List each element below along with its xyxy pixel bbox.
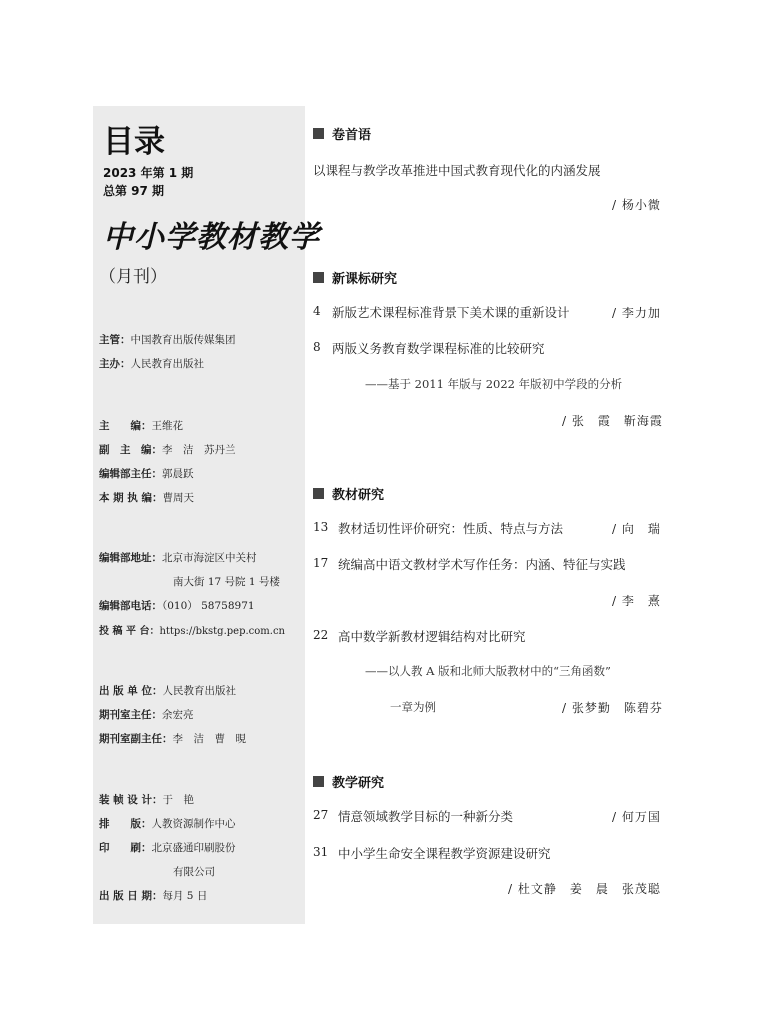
address-label: 编辑部地址： [99, 552, 162, 564]
article-author: / 杜文静 姜 晨 张茂聪 [508, 882, 661, 896]
date-value: 每月 5 日 [162, 890, 208, 902]
article-title[interactable]: 教材适切性评价研究：性质、特点与方法 [338, 521, 564, 536]
article-page-number: 8 [313, 340, 321, 354]
phone-row [99, 598, 255, 613]
article-title[interactable]: 统编高中语文教材学术写作任务：内涵、特征与实践 [338, 557, 626, 572]
article-author: / 何万国 [612, 810, 661, 824]
deputy-editor-label: 副 主 编： [99, 444, 162, 456]
section-square-icon [313, 776, 324, 787]
office-director-value: 余宏亮 [162, 709, 194, 721]
section-heading [313, 484, 384, 503]
section-square-icon [313, 272, 324, 283]
submit-value: https://bkstg.pep.com.cn [159, 626, 285, 637]
layout-value: 人教资源制作中心 [151, 818, 236, 830]
host-value: 人民教育出版社 [130, 358, 204, 370]
deputy-editor-value: 李 洁 苏丹兰 [162, 444, 236, 456]
article-page-number: 31 [313, 845, 329, 859]
section-heading-label: 新课标研究 [332, 272, 398, 287]
article-title[interactable]: 两版义务教育数学课程标准的比较研究 [332, 341, 545, 356]
layout-label: 排 版： [99, 818, 152, 830]
section-heading-label: 教材研究 [332, 488, 385, 503]
print-line1: 北京盛通印刷股份 [151, 842, 236, 854]
section-heading [313, 268, 397, 287]
section-square-icon [313, 488, 324, 499]
article-subtitle-continued: 一章为例 [390, 700, 436, 714]
article-title[interactable]: 情意领域教学目标的一种新分类 [338, 809, 514, 824]
article-author: / 李力加 [612, 306, 661, 320]
submit-row [99, 622, 285, 637]
host-label: 主办： [99, 358, 131, 370]
section-heading-label: 教学研究 [332, 776, 385, 791]
article-author: / 张 霞 靳海霞 [562, 414, 663, 428]
submit-label: 投 稿 平 台： [99, 626, 160, 637]
design-label: 装 帧 设 计： [99, 794, 163, 806]
host-row [99, 356, 204, 371]
exec-editor-row [99, 490, 194, 505]
section-heading [313, 772, 384, 791]
section-heading [313, 124, 371, 143]
deputy-editor-row [99, 442, 236, 457]
phone-label: 编辑部电话： [99, 600, 162, 612]
publisher-row [99, 683, 236, 698]
office-deputy-row [99, 731, 246, 746]
article-title[interactable]: 新版艺术课程标准背景下美术课的重新设计 [332, 305, 570, 320]
article-subtitle: ——基于 2011 年版与 2022 年版初中学段的分析 [365, 377, 623, 391]
publisher-value: 人民教育出版社 [162, 685, 236, 697]
section-heading-label: 卷首语 [332, 128, 372, 143]
sponsor-row [99, 332, 236, 347]
layout-row [99, 816, 236, 831]
office-deputy-value: 李 洁 曹 晛 [172, 733, 246, 745]
article-page-number: 17 [313, 556, 329, 570]
address-line2: 南大街 17 号院 1 号楼 [173, 576, 280, 588]
dept-director-value: 郭晨跃 [162, 468, 194, 480]
dept-director-row [99, 466, 194, 481]
print-row [99, 840, 236, 855]
article-author: / 杨小微 [612, 198, 661, 212]
publisher-label: 出 版 单 位： [99, 685, 163, 697]
sponsor-label: 主管： [99, 334, 131, 346]
issue-total: 总第 97 期 [103, 184, 165, 198]
phone-value: （010） 58758971 [162, 600, 255, 612]
editor-in-chief-label: 主 编： [99, 420, 152, 432]
sponsor-value: 中国教育出版传媒集团 [130, 334, 236, 346]
section-square-icon [313, 128, 324, 139]
article-author: / 向 瑞 [612, 522, 661, 536]
journal-frequency: （月刊） [99, 267, 167, 287]
article-page-number: 13 [313, 520, 329, 534]
editor-in-chief-row [99, 418, 183, 433]
dept-director-label: 编辑部主任： [99, 468, 162, 480]
article-title[interactable]: 以课程与教学改革推进中国式教育现代化的内涵发展 [313, 163, 601, 178]
office-director-label: 期刊室主任： [99, 709, 162, 721]
design-row [99, 792, 194, 807]
article-title[interactable]: 中小学生命安全课程教学资源建设研究 [338, 846, 551, 861]
editor-in-chief-value: 王维花 [151, 420, 183, 432]
date-label: 出 版 日 期： [99, 890, 163, 902]
issue-year: 2023 年第 1 期 [103, 166, 194, 180]
exec-editor-value: 曹周天 [162, 492, 194, 504]
print-line2: 有限公司 [173, 866, 215, 878]
article-page-number: 4 [313, 304, 321, 318]
journal-logo: 中小学教材教学 [103, 220, 320, 255]
exec-editor-label: 本 期 执 编： [99, 492, 163, 504]
article-page-number: 27 [313, 808, 329, 822]
article-subtitle: ——以人教 A 版和北师大版教材中的“三角函数” [365, 664, 611, 678]
print-label: 印 刷： [99, 842, 152, 854]
address-row [99, 550, 257, 565]
date-row [99, 888, 207, 903]
address-line1: 北京市海淀区中关村 [162, 552, 257, 564]
office-deputy-label: 期刊室副主任： [99, 733, 173, 745]
office-director-row [99, 707, 194, 722]
article-title[interactable]: 高中数学新教材逻辑结构对比研究 [338, 629, 526, 644]
article-page-number: 22 [313, 628, 329, 642]
design-value: 于 艳 [162, 794, 194, 806]
masthead-sidebar [93, 106, 320, 924]
contents-title: 目录 [103, 124, 165, 160]
article-author: / 李 熹 [612, 594, 661, 608]
article-author: / 张梦勤 陈碧芬 [562, 701, 663, 715]
